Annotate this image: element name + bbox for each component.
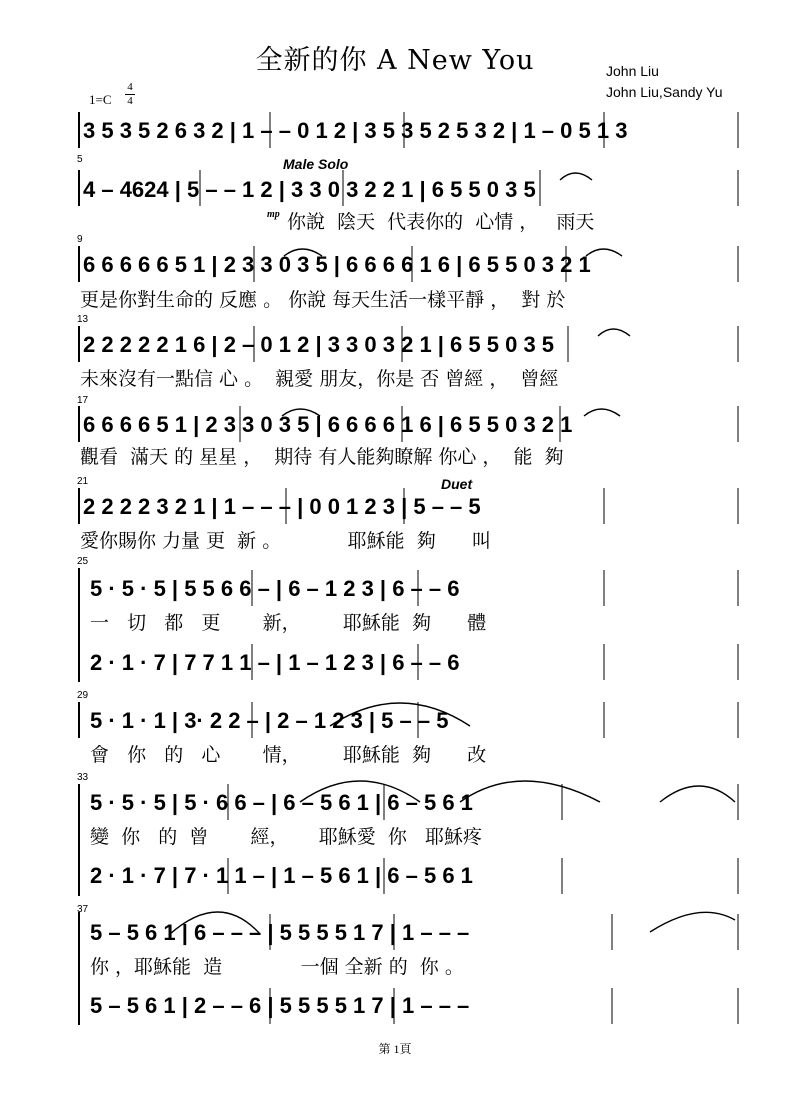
- lyric-line-3: 更是你對生命的 反應 。 你說 每天生活一樣平靜 ， 對 於: [80, 289, 566, 311]
- measure-number-17: 17: [77, 395, 89, 406]
- lyric-line-6: 愛你賜你 力量 更 新 。 耶穌能 夠 叫: [80, 530, 491, 552]
- male-solo-annotation: Male Solo: [283, 156, 349, 172]
- lyric-line-5: 觀看 滿天 的 星星 ， 期待 有人能夠瞭解 你心 ， 能 夠: [80, 446, 564, 468]
- measure-number-29: 29: [77, 690, 89, 701]
- notation-line-9-lower: 2 · 1 · 7 | 7 · 1 1 – | 1 – 5 6 1 | 6 – 5 6 1: [90, 863, 473, 888]
- lyricist-credit: John Liu,Sandy Yu: [606, 84, 723, 100]
- notation-line-3: 6 6 6 6 6 5 1 | 2 3 3 0 3 5 | 6 6 6 6 1 6 | 6 5 5 0 3 2 1: [83, 252, 591, 277]
- notation-line-10-lower: 5 – 5 6 1 | 2 – – 6 | 5 5 5 5 1 7 | 1 – – –: [90, 993, 470, 1018]
- slurs: [170, 173, 735, 934]
- measure-number-25: 25: [77, 556, 89, 567]
- barlines: [200, 112, 738, 1024]
- song-title: 全新的你 A New You: [255, 45, 535, 76]
- lyric-line-10: 你 ，耶穌能 造 一個 全新 的 你 。: [90, 956, 464, 978]
- measure-number-5: 5: [77, 154, 83, 165]
- notation-line-5: 6 6 6 6 5 1 | 2 3 3 0 3 5 | 6 6 6 6 1 6 | 6 5 5 0 3 2 1: [83, 412, 573, 437]
- measure-number-33: 33: [77, 772, 89, 783]
- page-footer: 第 1頁: [378, 1042, 412, 1056]
- lyric-line-7: 一 切 都 更 新， 耶穌能 夠 體: [90, 612, 487, 634]
- notation-line-7-lower: 2 · 1 · 7 | 7 7 1 1 – | 1 – 1 2 3 | 6 – – 6: [90, 650, 460, 675]
- notation-line-2: 4 – 4624 | 5 – – 1 2 | 3 3 0 3 2 2 1 | 6 5 5 0 3 5: [83, 177, 536, 202]
- measure-number-9: 9: [77, 234, 83, 245]
- notation-line-1: 3 5 3 5 2 6 3 2 | 1 – – 0 1 2 | 3 5 3 5 2 5 3 2 | 1 – 0 5 1 3: [83, 118, 628, 143]
- measure-number-37: 37: [77, 904, 89, 915]
- lyric-line-2: 你說 陰天 代表你的 心情 ， 雨天: [287, 211, 595, 233]
- notation-line-7-upper: 5 · 5 · 5 | 5 5 6 6 – | 6 – 1 2 3 | 6 – – 6: [90, 576, 460, 601]
- measure-number-21: 21: [77, 476, 89, 487]
- notation-line-6: 2 2 2 2 3 2 1 | 1 – – – | 0 0 1 2 3 | 5 – – 5: [83, 494, 481, 519]
- key-signature: 1=C: [89, 92, 112, 107]
- dynamics-mp: mp: [267, 209, 280, 220]
- duet-annotation: Duet: [441, 476, 473, 492]
- lyric-line-4: 未來沒有一點信 心 。 親愛 朋友，你是 否 曾經 ， 曾經: [80, 368, 559, 390]
- notation-line-9-upper: 5 · 5 · 5 | 5 · 6 6 – | 6 – 5 6 1 | 6 – 5 6 1: [90, 790, 473, 815]
- composer-credit: John Liu: [606, 63, 659, 79]
- notation-line-10-upper: 5 – 5 6 1 | 6 – – – | 5 5 5 5 1 7 | 1 – – –: [90, 920, 470, 945]
- notation-line-4: 2 2 2 2 2 1 6 | 2 – 0 1 2 | 3 3 0 3 2 1 | 6 5 5 0 3 5: [83, 332, 555, 357]
- time-signature-top: 4: [127, 81, 133, 93]
- notation-line-8: 5 · 1 · 1 | 3· 2 2 – | 2 – 1 2 3 | 5 – – 5: [90, 708, 449, 733]
- lyric-line-8: 會 你 的 心 情， 耶穌能 夠 改: [90, 744, 487, 766]
- time-signature-bottom: 4: [127, 95, 133, 107]
- measure-number-13: 13: [77, 314, 89, 325]
- lyric-line-9: 變 你 的 曾 經， 耶穌愛 你 耶穌疼: [90, 826, 482, 848]
